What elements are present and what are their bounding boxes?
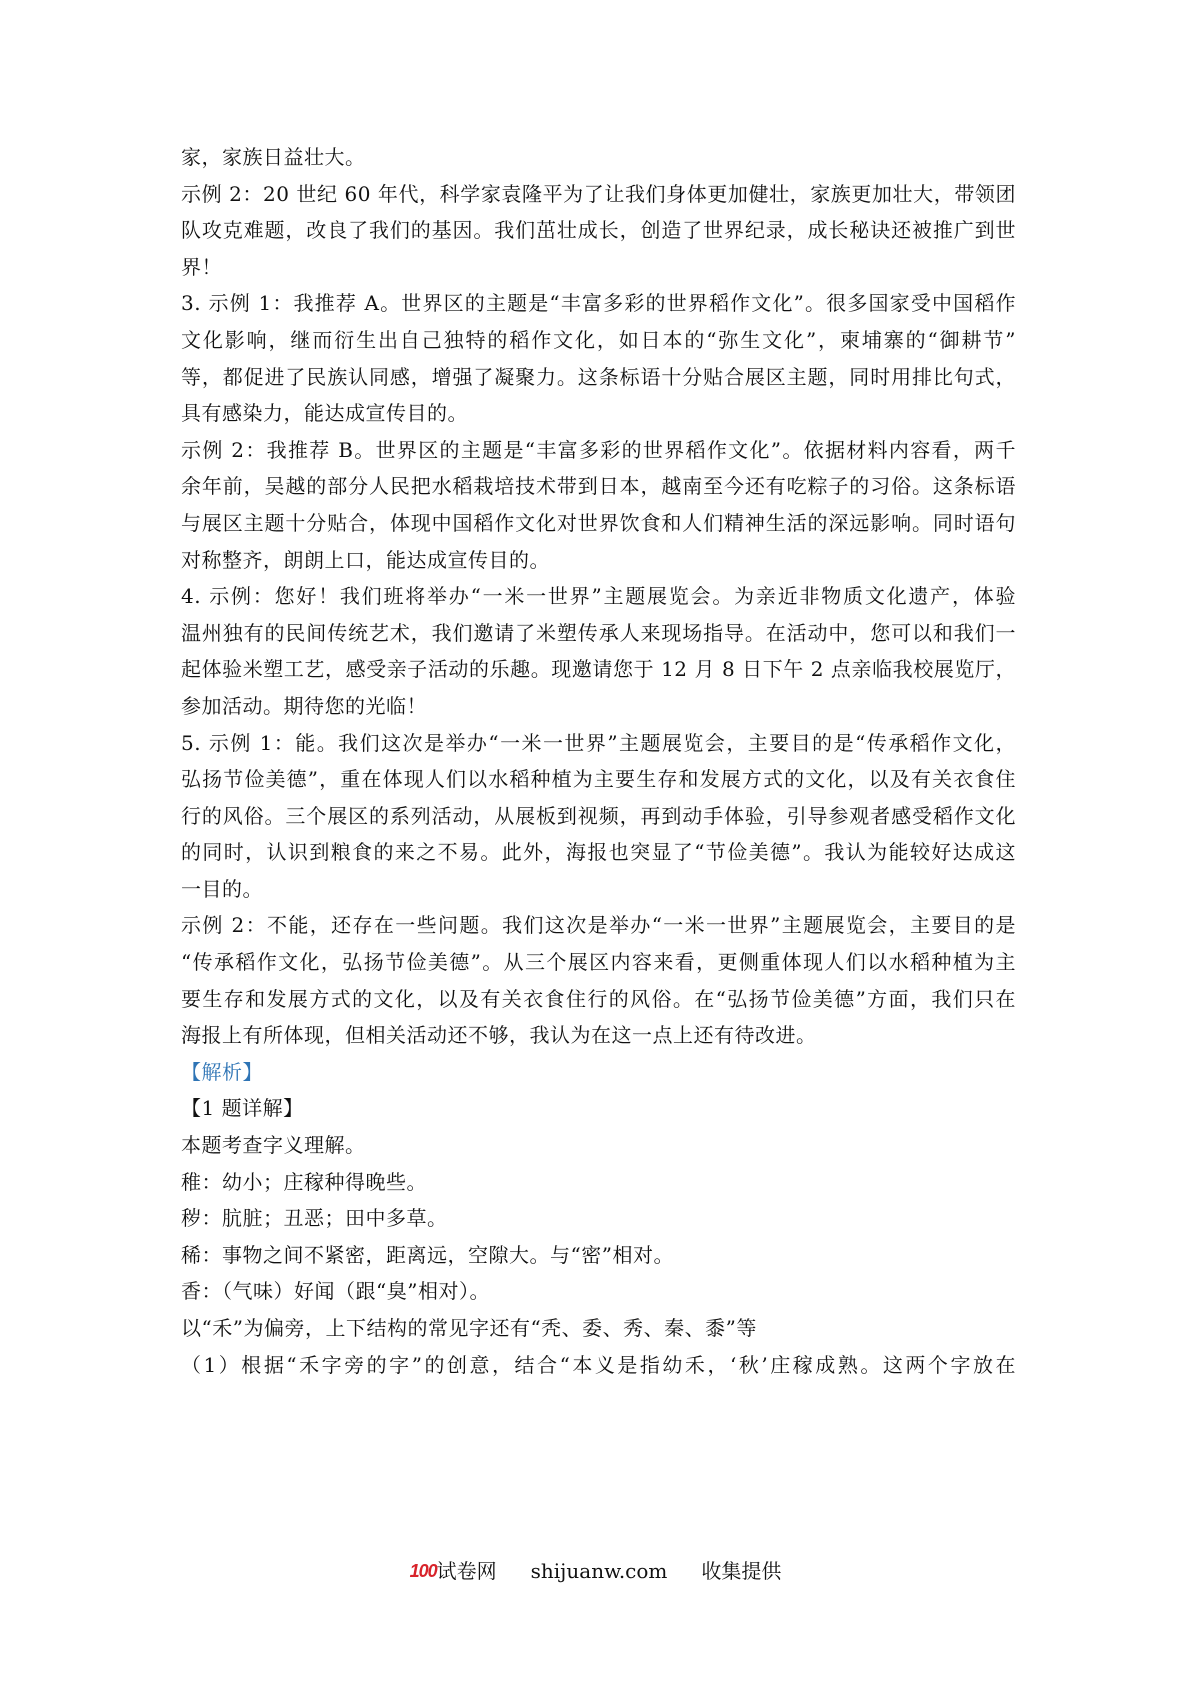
text-line: 示例 2：我推荐 B。世界区的主题是“丰富多彩的世界稻作文化”。依据材料内容看，两千 xyxy=(181,437,1016,462)
text-line: 秽：肮脏；丑恶；田中多草。 xyxy=(181,1206,448,1231)
footer-note: 收集提供 xyxy=(701,1559,782,1583)
text-line: 5. 示例 1：能。我们这次是举办“一米一世界”主题展览会，主要目的是“传承稻作文化， xyxy=(181,730,1016,755)
text-line: 行的风俗。三个展区的系列活动，从展板到视频，再到动手体验，引导参观者感受稻作文化 xyxy=(181,803,1016,828)
text-line: 4. 示例：您好！我们班将举办“一米一世界”主题展览会。为亲近非物质文化遗产，体验 xyxy=(181,584,1016,609)
text-line: 队攻克难题，改良了我们的基因。我们茁壮成长，创造了世界纪录，成长秘诀还被推广到世 xyxy=(181,218,1016,243)
document-body xyxy=(181,139,1016,1383)
text-line: 示例 2：不能，还存在一些问题。我们这次是举办“一米一世界”主题展览会，主要目的是 xyxy=(181,913,1016,938)
text-line: （1）根据“禾字旁的字”的创意，结合“本义是指幼禾，‘秋’庄稼成熟。这两个字放在 xyxy=(181,1352,1016,1377)
text-line: 本题考查字义理解。 xyxy=(181,1133,366,1158)
text-line: 以“禾”为偏旁，上下结构的常见字还有“秃、委、秀、秦、黍”等 xyxy=(181,1316,757,1340)
site-url: shijuanw.com xyxy=(530,1559,668,1583)
text-line: 起体验米塑工艺，感受亲子活动的乐趣。现邀请您于 12 月 8 日下午 2 点亲临我校展览厅， xyxy=(181,657,1016,682)
text-line: 要生存和发展方式的文化，以及有关衣食住行的风俗。在“弘扬节俭美德”方面，我们只在 xyxy=(181,986,1016,1011)
question-heading: 【1 题详解】 xyxy=(181,1096,304,1121)
text-line: 温州独有的民间传统艺术，我们邀请了米塑传承人来现场指导。在活动中，您可以和我们一 xyxy=(181,620,1016,645)
text-line: 余年前，吴越的部分人民把水稻栽培技术带到日本，越南至今还有吃粽子的习俗。这条标语 xyxy=(181,474,1016,499)
text-line: “传承稻作文化，弘扬节俭美德”。从三个展区内容来看，更侧重体现人们以水稻种植为主 xyxy=(181,950,1016,975)
text-line: 香：（气味）好闻（跟“臭”相对）。 xyxy=(181,1279,490,1304)
site-name: 试卷网 xyxy=(436,1559,497,1583)
text-line: 界！ xyxy=(181,254,222,279)
text-line: 家，家族日益壮大。 xyxy=(181,145,366,169)
text-line: 对称整齐，朗朗上口，能达成宣传目的。 xyxy=(181,547,550,572)
analysis-heading: 【解析】 xyxy=(181,1059,263,1084)
text-line: 稚：幼小；庄稼种得晚些。 xyxy=(181,1169,427,1194)
text-line: 示例 2：20 世纪 60 年代，科学家袁隆平为了让我们身体更加健壮，家族更加壮大，带领团 xyxy=(181,181,1016,206)
text-line: 弘扬节俭美德”，重在体现人们以水稻种植为主要生存和发展方式的文化，以及有关衣食住 xyxy=(181,767,1016,792)
text-line: 等，都促进了民族认同感，增强了凝聚力。这条标语十分贴合展区主题，同时用排比句式， xyxy=(181,364,1016,389)
text-line: 海报上有所体现，但相关活动还不够，我认为在这一点上还有待改进。 xyxy=(181,1023,817,1048)
text-line: 具有感染力，能达成宣传目的。 xyxy=(181,401,468,426)
text-line: 与展区主题十分贴合，体现中国稻作文化对世界饮食和人们精神生活的深远影响。同时语句 xyxy=(181,510,1016,535)
text-line: 一目的。 xyxy=(181,876,263,901)
page-footer xyxy=(0,1555,1191,1584)
text-line: 稀：事物之间不紧密，距离远，空隙大。与“密”相对。 xyxy=(181,1242,674,1267)
site-logo: 100 xyxy=(409,1561,437,1581)
text-line: 的同时，认识到粮食的来之不易。此外，海报也突显了“节俭美德”。我认为能较好达成这 xyxy=(181,840,1016,865)
text-line: 参加活动。期待您的光临！ xyxy=(181,693,427,718)
text-line: 文化影响，继而衍生出自己独特的稻作文化，如日本的“弥生文化”，柬埔寨的“御耕节” xyxy=(181,327,1016,352)
text-line: 3. 示例 1：我推荐 A。世界区的主题是“丰富多彩的世界稻作文化”。很多国家受中国稻作 xyxy=(181,291,1016,316)
